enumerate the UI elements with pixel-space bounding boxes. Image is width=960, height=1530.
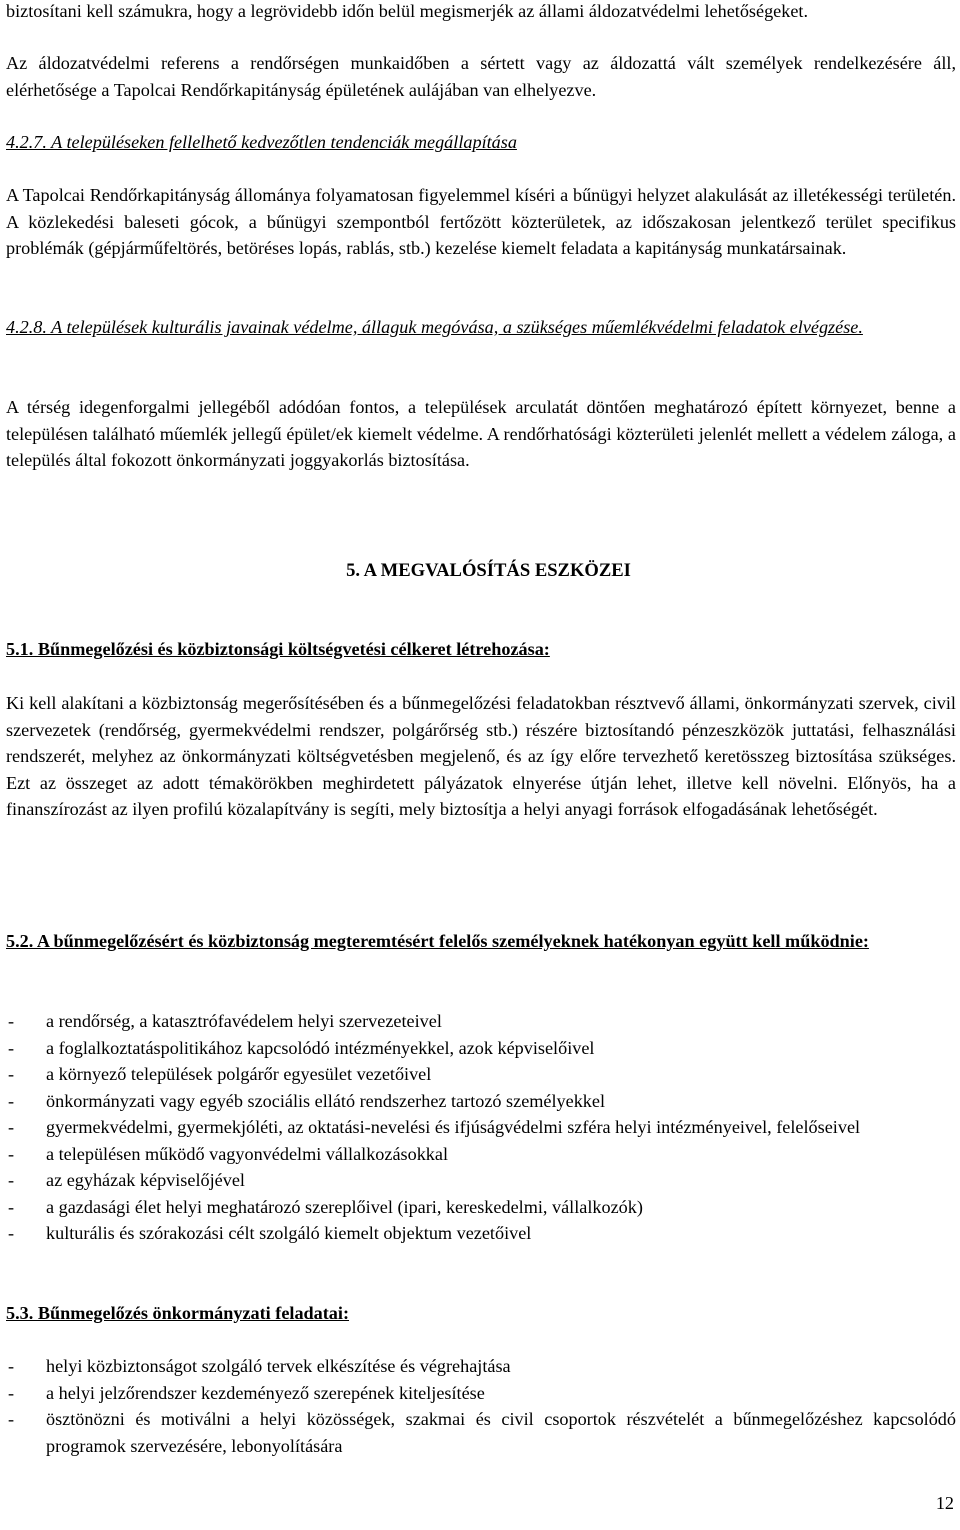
list-item: - az egyházak képviselőjével <box>6 1167 956 1194</box>
page-number: 12 <box>935 1493 954 1513</box>
list-item: - önkormányzati vagy egyéb szociális ellátó rendszerhez tartozó személyekkel <box>6 1088 956 1115</box>
section-5-2-heading: 5.2. A bűnmegelőzésért és közbiztonság megteremtésért felelős személyeknek hatékonyan együtt kell működnie: <box>6 931 869 951</box>
list-item: - helyi közbiztonságot szolgáló tervek elkészítése és végrehajtása <box>6 1353 956 1380</box>
section-4-2-7-body: A Tapolcai Rendőrkapitányság állománya folyamatosan figyelemmel kíséri a bűnügyi helyzet alakulását az illetékességi területén. A közlekedési baleseti gócok, a bűnügyi szempontból fertőzött közterületek, az időszakosan jelentkező terület specifikus problémák (gépjárműfeltörés, betöréses lopás, rablás, stb.) kezelése kiemelt feladata a kapitányság munkatársainak. <box>6 185 956 258</box>
section-4-2-8-body: A térség idegenforgalmi jellegéből adódóan fontos, a települések arculatát döntően meghatározó épített környezet, benne a településen található műemlék jellegű épület/ek kiemelt védelme. A rendőrhatósági közterületi jelenlét mellett a védelem záloga, a település által fokozott önkormányzati joggyakorlás biztosítása. <box>6 397 956 470</box>
section-4-2-7-heading: 4.2.7. A településeken fellelhető kedvezőtlen tendenciák megállapítása <box>6 132 517 152</box>
list-item: - a helyi jelzőrendszer kezdeményező szerepének kiteljesítése <box>6 1380 956 1407</box>
section-5-3-list <box>6 1353 956 1459</box>
list-item: - a gazdasági élet helyi meghatározó szereplőivel (ipari, kereskedelmi, vállalkozók) <box>6 1194 956 1221</box>
section-5-1-heading: 5.1. Bűnmegelőzési és közbiztonsági költségvetési célkeret létrehozása: <box>6 639 550 659</box>
section-5-1-body: Ki kell alakítani a közbiztonság megerősítésében és a bűnmegelőzési feladatokban résztvevő állami, önkormányzati szervek, civil szervezetek (rendőrség, gyermekvédelmi rendszer, polgárőrség stb.) részére biztosítandó pénzeszközök juttatási, felhasználási rendszerét, melyhez az önkormányzati költségvetésben megjelenő, és az így előre tervezhető keretösszeg biztosítása szükséges. Ezt az összeget az adott témakörökben meghirdetett pályázatok elnyerése útján lehet, illetve kell növelni. Előnyös, ha a finanszírozást az ilyen profilú közalapítvány is segíti, mely biztosítja a helyi anyagi források elfogadásának lehetőségét. <box>6 693 956 819</box>
list-item: - kulturális és szórakozási célt szolgáló kiemelt objektum vezetőivel <box>6 1220 956 1247</box>
list-item: - a rendőrség, a katasztrófavédelem helyi szervezeteivel <box>6 1008 956 1035</box>
intro-paragraph-2: Az áldozatvédelmi referens a rendőrségen munkaidőben a sértett vagy az áldozattá vált személyek rendelkezésére áll, elérhetősége a Tapolcai Rendőrkapitányság épületének aulájában van elhelyezve. <box>6 53 956 100</box>
section-4-2-8-heading: 4.2.8. A települések kulturális javainak védelme, állaguk megóvása, a szükséges műemlékvédelmi feladatok elvégzése. <box>6 317 863 337</box>
section-5-3-heading: 5.3. Bűnmegelőzés önkormányzati feladatai: <box>6 1303 350 1323</box>
list-item: - a foglalkoztatáspolitikához kapcsolódó intézményekkel, azok képviselőivel <box>6 1035 956 1062</box>
list-item: - a településen működő vagyonvédelmi vállalkozásokkal <box>6 1141 956 1168</box>
intro-paragraph-1: biztosítani kell számukra, hogy a legrövidebb időn belül megismerjék az állami áldozatvédelmi lehetőségeket. <box>6 1 809 21</box>
list-item: - ösztönözni és motiválni a helyi közösségek, szakmai és civil csoportok részvételét a bűnmegelőzéshez kapcsolódó programok szervezésére, lebonyolítására <box>6 1406 956 1459</box>
chapter-5-title: 5. A MEGVALÓSÍTÁS ESZKÖZEI <box>346 560 631 581</box>
list-item: - gyermekvédelmi, gyermekjóléti, az oktatási-nevelési és ifjúságvédelmi szféra helyi intézményeivel, felelőseivel <box>6 1114 956 1141</box>
section-5-2-list <box>6 1008 956 1247</box>
list-item: - a környező települések polgárőr egyesület vezetőivel <box>6 1061 956 1088</box>
